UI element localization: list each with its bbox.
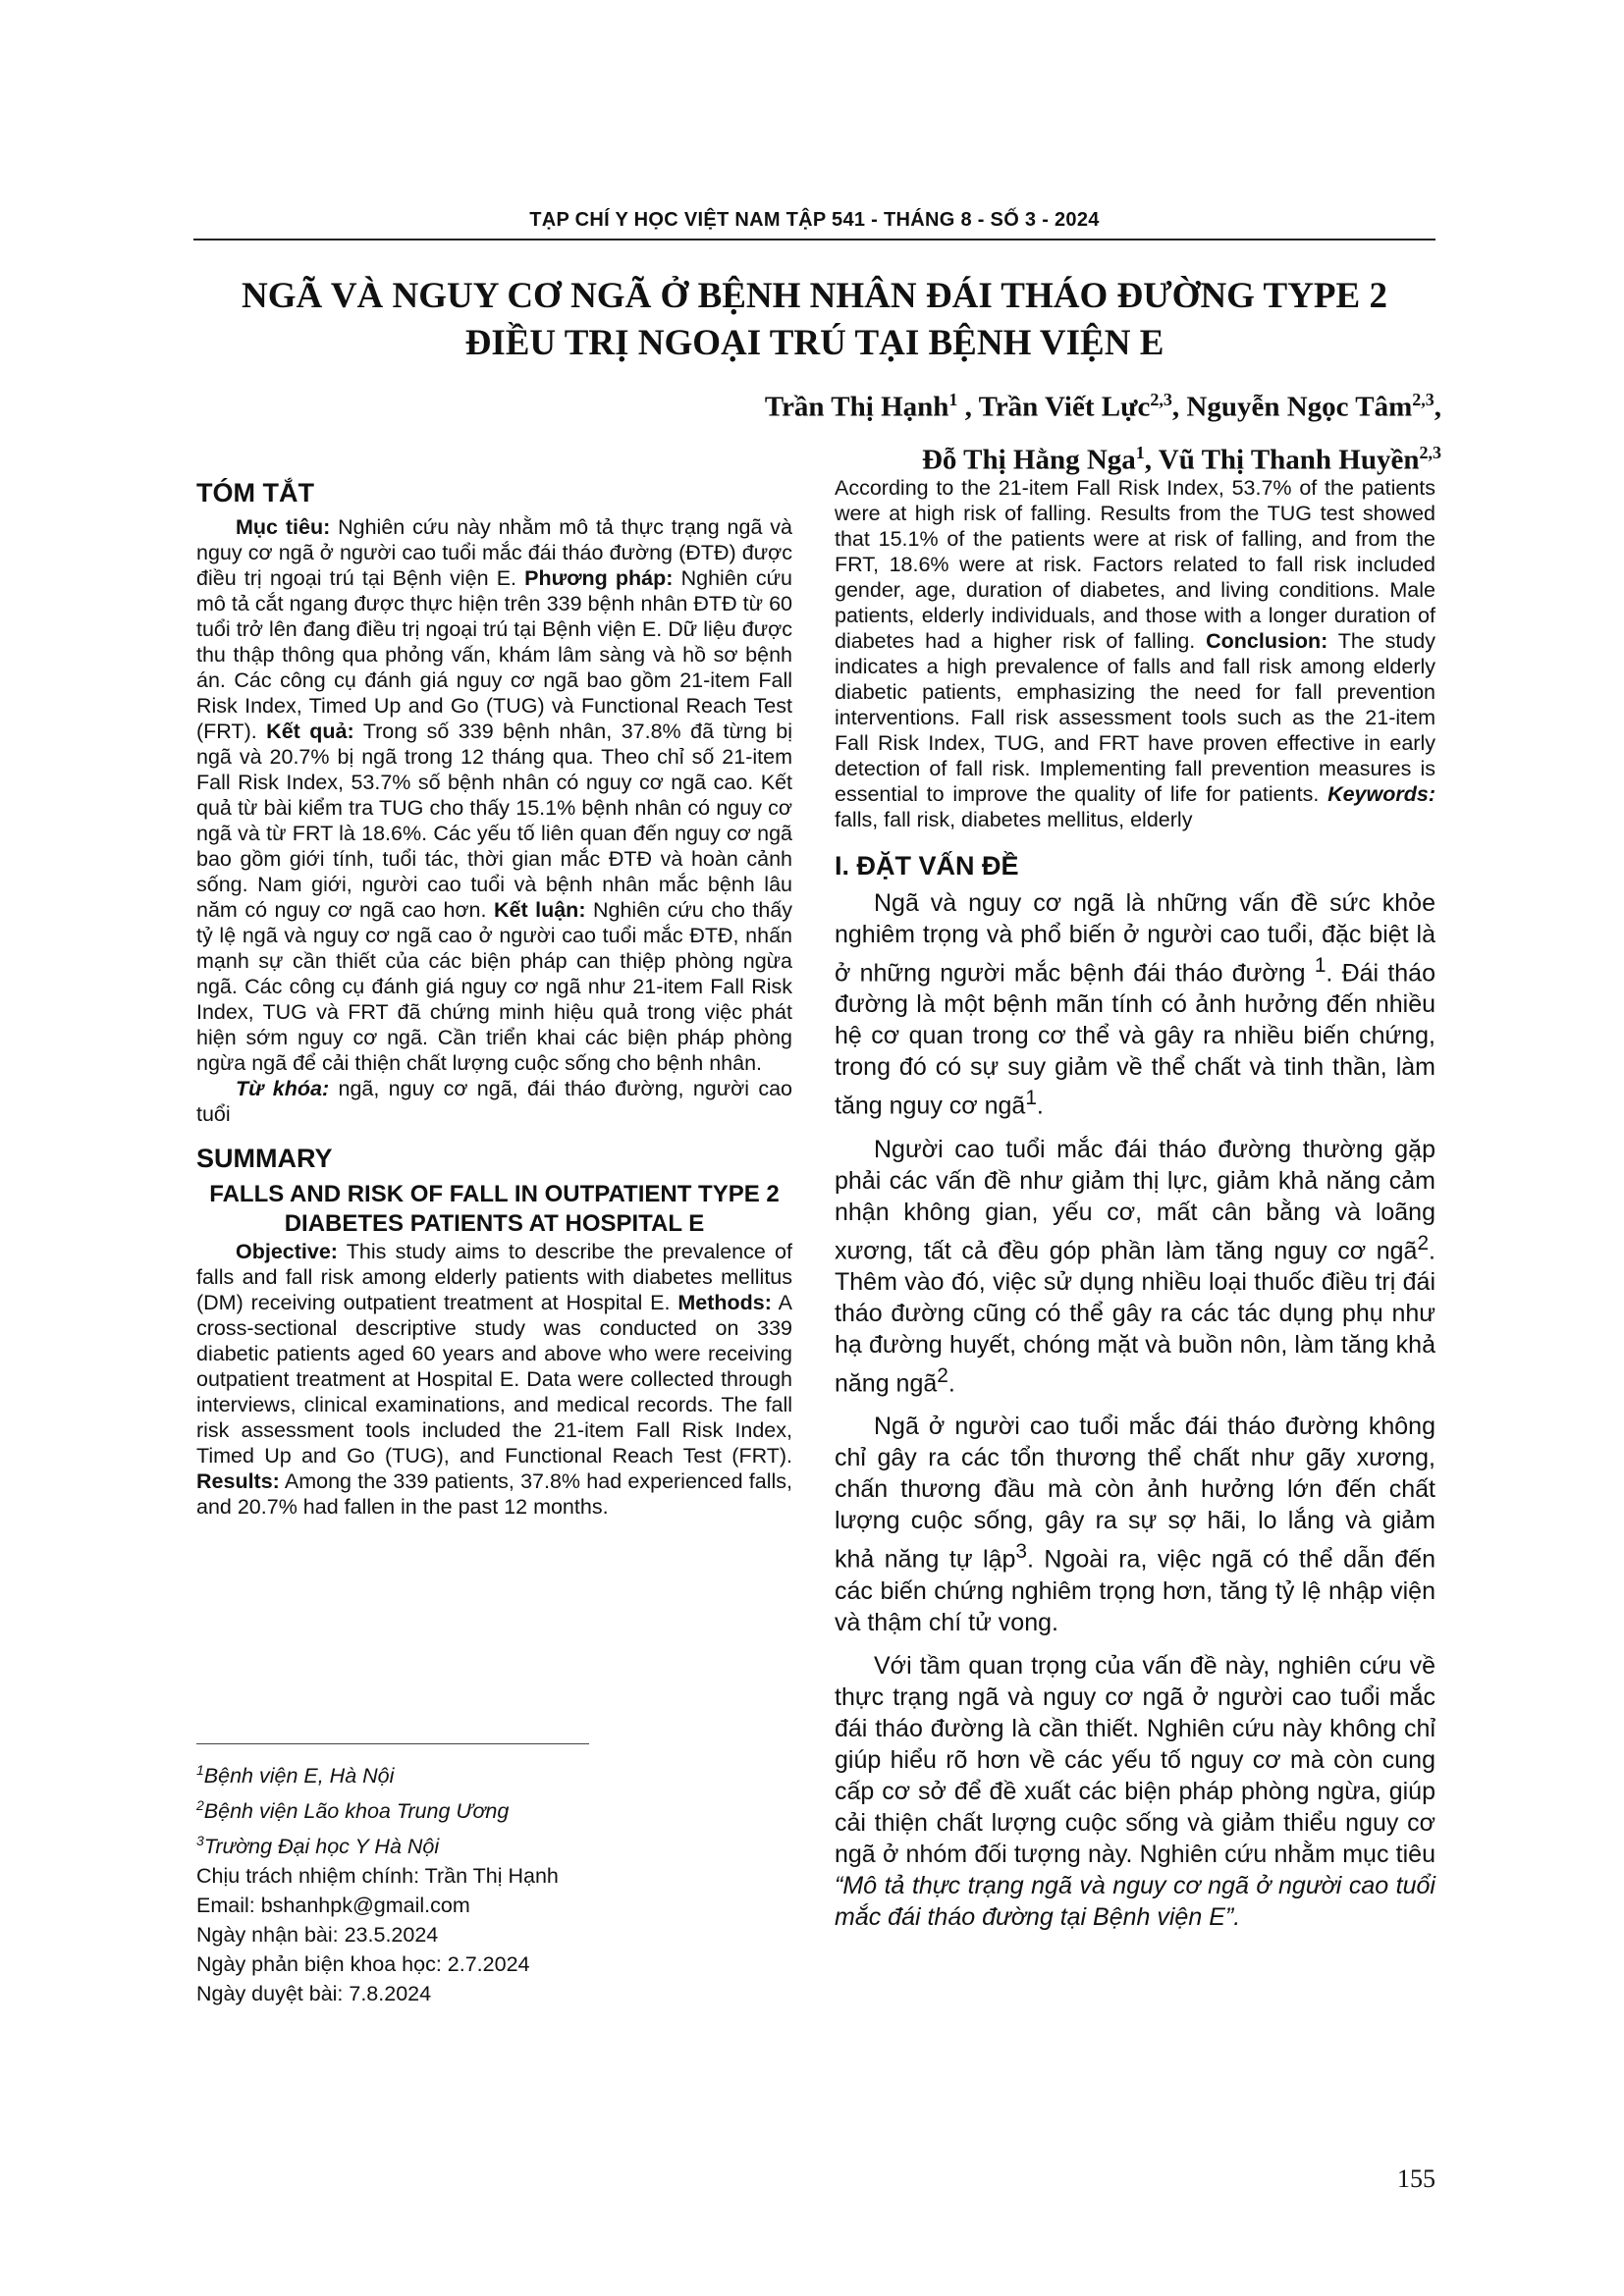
author-affiliation: 1 [1135, 442, 1145, 462]
label-ket-qua: Kết quả: [266, 720, 354, 743]
footnote-text: Trường Đại học Y Hà Nội [203, 1835, 440, 1859]
footnote-affiliation-1 [196, 1755, 792, 1790]
label-objective: Objective: [236, 1240, 338, 1263]
article-title [193, 273, 1435, 367]
title-line-1: NGÃ VÀ NGUY CƠ NGÃ Ở BỆNH NHÂN ĐÁI THÁO ĐƯỜNG TYPE 2 [242, 276, 1387, 316]
left-column [196, 475, 792, 1520]
text-results: Among the 339 patients, 37.8% had experienced falls, and 20.7% had fallen in the past 12 months. [196, 1469, 792, 1519]
tomtat-heading: TÓM TẮT [196, 478, 314, 507]
author-name: Đỗ Thị Hằng Nga [921, 444, 1136, 476]
text: . Ngoài ra, việc ngã có thể dẫn đến các biến chứng nghiêm trọng hơn, tăng tỷ lệ nhập viện và thậm chí tử vong. [835, 1545, 1435, 1636]
footnote-text: Bệnh viện Lão khoa Trung Ương [203, 1799, 510, 1824]
text-phuong-phap: Nghiên cứu mô tả cắt ngang được thực hiện trên 339 bệnh nhân ĐTĐ từ 60 tuổi trở lên đang điều trị ngoại trú tại Bệnh viện E. Dữ liệu được thu thập thông qua phỏng vấn, khám lâm sàng và hồ sơ bệnh án. Các công cụ đánh giá nguy cơ ngã bao gồm 21-item Fall Risk Index, Timed Up and Go (TUG) và Functional Reach Test (FRT). [196, 566, 792, 743]
author-name: Trần Thị Hạnh [764, 391, 949, 423]
author-name: Nguyễn Ngọc Tâm [1186, 391, 1413, 423]
study-objective-quote: “Mô tả thực trạng ngã và nguy cơ ngã ở người cao tuổi mắc đái tháo đường tại Bệnh viện E”. [835, 1871, 1435, 1931]
text-ket-qua: Trong số 339 bệnh nhân, 37.8% đã từng bị ngã và 20.7% bị ngã trong 12 tháng qua. Theo chỉ số 21-item Fall Risk Index, 53.7% số bệnh nhân có nguy cơ ngã cao. Kết quả từ bài kiểm tra TUG cho thấy 15.1% bệnh nhân có nguy cơ ngã và từ FRT là 18.6%. Các yếu tố liên quan đến nguy cơ ngã bao gồm giới tính, tuổi tác, thời gian mắc ĐTĐ và hoàn cảnh sống. Nam giới, người cao tuổi và bệnh nhân mắc bệnh lâu năm có nguy cơ ngã cao hơn. [196, 720, 792, 922]
intro-body [835, 887, 1435, 1933]
author-name: Vũ Thị Thanh Huyền [1158, 444, 1420, 476]
citation: 3 [1015, 1540, 1027, 1564]
label-keywords: Keywords: [1327, 782, 1435, 806]
page-number: 155 [1397, 2164, 1435, 2193]
author-affiliation: 2,3 [1150, 390, 1172, 409]
text: Người cao tuổi mắc đái tháo đường thường gặp phải các vấn đề như giảm thị lực, giảm khả năng cảm nhận không gian, yếu cơ, mất cân bằng và loãng xương, tất cả đều góp phần làm tăng nguy cơ ngã [835, 1135, 1435, 1264]
author-affiliation: 2,3 [1419, 442, 1441, 462]
intro-paragraph-2 [835, 1134, 1435, 1400]
text: . [1036, 1092, 1044, 1120]
footnote-text: Bệnh viện E, Hà Nội [203, 1764, 395, 1789]
label-ket-luan: Kết luận: [493, 898, 586, 922]
label-tu-khoa: Từ khóa: [236, 1077, 330, 1100]
summary-title: FALLS AND RISK OF FALL IN OUTPATIENT TYPE 2 DIABETES PATIENTS AT HOSPITAL E [209, 1181, 780, 1237]
journal-header: TẠP CHÍ Y HỌC VIỆT NAM TẬP 541 - THÁNG 8 - SỐ 3 - 2024 [529, 209, 1100, 231]
label-conclusion: Conclusion: [1206, 629, 1328, 653]
citation: 1 [1025, 1087, 1037, 1110]
tomtat-abstract [196, 514, 792, 1076]
footnote-sup: 3 [196, 1833, 204, 1849]
author-affiliation: 1 [948, 390, 958, 409]
text-muc-tieu: Nghiên cứu này nhằm mô tả thực trạng ngã và nguy cơ ngã ở người cao tuổi mắc đái tháo đường (ĐTĐ) được điều trị ngoại trú tại Bệnh viện E. [196, 515, 792, 590]
author-line-2: Đỗ Thị Hằng Nga$^1$, Vũ Thị Thanh Huyền$^{2,3}$ [921, 442, 1441, 476]
text: . Đái tháo đường là một bệnh mãn tính có ảnh hưởng đến nhiều hệ cơ quan trong cơ thể và gây ra nhiều biến chứng, trong đó có sự suy giảm về thể chất và tinh thần, làm tăng nguy cơ ngã [835, 959, 1435, 1120]
citation: 1 [1314, 954, 1326, 977]
text: . Thêm vào đó, việc sử dụng nhiều loại thuốc điều trị đái tháo đường cũng có thể gây ra các tác dụng phụ như hạ đường huyết, chóng mặt và buồn nôn, làm tăng khả năng ngã [835, 1236, 1435, 1398]
author-list [550, 377, 1441, 482]
footnote-sup: 2 [196, 1797, 204, 1814]
summary-abstract-continued [835, 475, 1435, 832]
text-objective: This study aims to describe the prevalence of falls and fall risk among elderly patients with diabetes mellitus (DM) receiving outpatient treatment at Hospital E. [196, 1240, 792, 1314]
text: Ngã và nguy cơ ngã là những vấn đề sức khỏe nghiêm trọng và phổ biến ở người cao tuổi, đặc biệt là ở những người mắc bệnh đái tháo đường [835, 889, 1435, 988]
label-methods: Methods: [677, 1291, 772, 1314]
label-muc-tieu: Mục tiêu: [236, 515, 331, 539]
corresponding-author: Chịu trách nhiệm chính: Trần Thị Hạnh [196, 1864, 559, 1889]
tomtat-keywords [196, 1076, 792, 1127]
text-methods: A cross-sectional descriptive study was conducted on 339 diabetic patients aged 60 years and above who were receiving outpatient treatment at Hospital E. Data were collected through interviews, clinical examinations, and medical records. The fall risk assessment tools included the 21-item Fall Risk Index, Timed Up and Go (TUG), and Functional Reach Test (FRT). [196, 1291, 792, 1468]
summary-heading: SUMMARY [196, 1144, 333, 1173]
intro-paragraph-4 [835, 1650, 1435, 1933]
footnote-sup: 1 [196, 1762, 204, 1778]
label-results: Results: [196, 1469, 280, 1493]
footnote-rule [196, 1743, 589, 1744]
citation: 2 [1417, 1231, 1430, 1255]
text-keywords: falls, fall risk, diabetes mellitus, elderly [835, 808, 1193, 831]
footnote-affiliation-2 [196, 1790, 792, 1826]
text-ket-luan: Nghiên cứu cho thấy tỷ lệ ngã và nguy cơ ngã cao ở người cao tuổi mắc ĐTĐ, nhấn mạnh sự cần thiết của các biện pháp can thiệp phòng ngừa ngã. Các công cụ đánh giá nguy cơ ngã như 21-item Fall Risk Index, TUG và FRT đã chứng minh hiệu quả trong việc phát hiện sớm nguy cơ ngã. Cần triển khai các biện pháp phòng ngừa ngã để cải thiện chất lượng cuộc sống cho bệnh nhân. [196, 898, 792, 1075]
header-rule [193, 239, 1435, 240]
intro-paragraph-3 [835, 1411, 1435, 1637]
author-name: Trần Viết Lực [978, 391, 1151, 423]
date-received: Ngày nhận bài: 23.5.2024 [196, 1923, 439, 1948]
citation: 2 [937, 1363, 948, 1387]
title-line-2: ĐIỀU TRỊ NGOẠI TRÚ TẠI BỆNH VIỆN E [464, 323, 1164, 363]
summary-abstract [196, 1239, 792, 1520]
text-tu-khoa: ngã, nguy cơ ngã, đái tháo đường, người cao tuổi [196, 1077, 792, 1126]
intro-paragraph-1 [835, 887, 1435, 1122]
footnotes [196, 1755, 792, 2008]
text: Với tầm quan trọng của vấn đề này, nghiên cứu về thực trạng ngã và nguy cơ ngã ở người cao tuổi mắc đái tháo đường là cần thiết. Nghiên cứu này không chỉ giúp hiểu rõ hơn về các yếu tố nguy cơ mà còn cung cấp cơ sở để đề xuất các biện pháp phòng ngừa, giúp cải thiện chất lượng cuộc sống và giảm thiểu nguy cơ ngã ở nhóm đối tượng này. Nghiên cứu nhằm mục tiêu [835, 1651, 1435, 1868]
right-column [835, 475, 1435, 1945]
author-affiliation: 2,3 [1412, 390, 1435, 409]
footnote-affiliation-3 [196, 1826, 792, 1861]
text-results-continued: According to the 21-item Fall Risk Index, 53.7% of the patients were at high risk of falling. Results from the TUG test showed that 15.1% of the patients were at risk of falling, and from the FRT, 18.6% were at risk. Factors related to fall risk included gender, age, duration of diabetes, and living conditions. Male patients, elderly individuals, and those with a longer duration of diabetes had a higher risk of falling. [835, 476, 1435, 653]
date-reviewed: Ngày phản biện khoa học: 2.7.2024 [196, 1952, 530, 1977]
text: . [947, 1369, 955, 1398]
intro-heading: I. ĐẶT VẤN ĐỀ [835, 851, 1019, 881]
email: Email: bshanhpk@gmail.com [196, 1894, 470, 1918]
date-accepted: Ngày duyệt bài: 7.8.2024 [196, 1982, 432, 2006]
author-line-1: Trần Thị Hạnh$^1$ , Trần Viết Lực$^{2,3}$, Nguyễn Ngọc Tâm$^{2,3}$, [764, 390, 1441, 423]
text-conclusion: The study indicates a high prevalence of falls and fall risk among elderly diabetic patients, emphasizing the need for fall prevention interventions. Fall risk assessment tools such as the 21-item Fall Risk Index, TUG, and FRT have proven effective in early detection of fall risk. Implementing fall prevention measures is essential to improve the quality of life for patients. [835, 629, 1435, 806]
label-phuong-phap: Phương pháp: [524, 566, 674, 590]
text: Ngã ở người cao tuổi mắc đái tháo đường không chỉ gây ra các tổn thương thể chất như gãy xương, chấn thương đầu mà còn ảnh hưởng lớn đến chất lượng cuộc sống, gây ra sự sợ hãi, lo lắng và giảm khả năng tự lập [835, 1413, 1435, 1574]
